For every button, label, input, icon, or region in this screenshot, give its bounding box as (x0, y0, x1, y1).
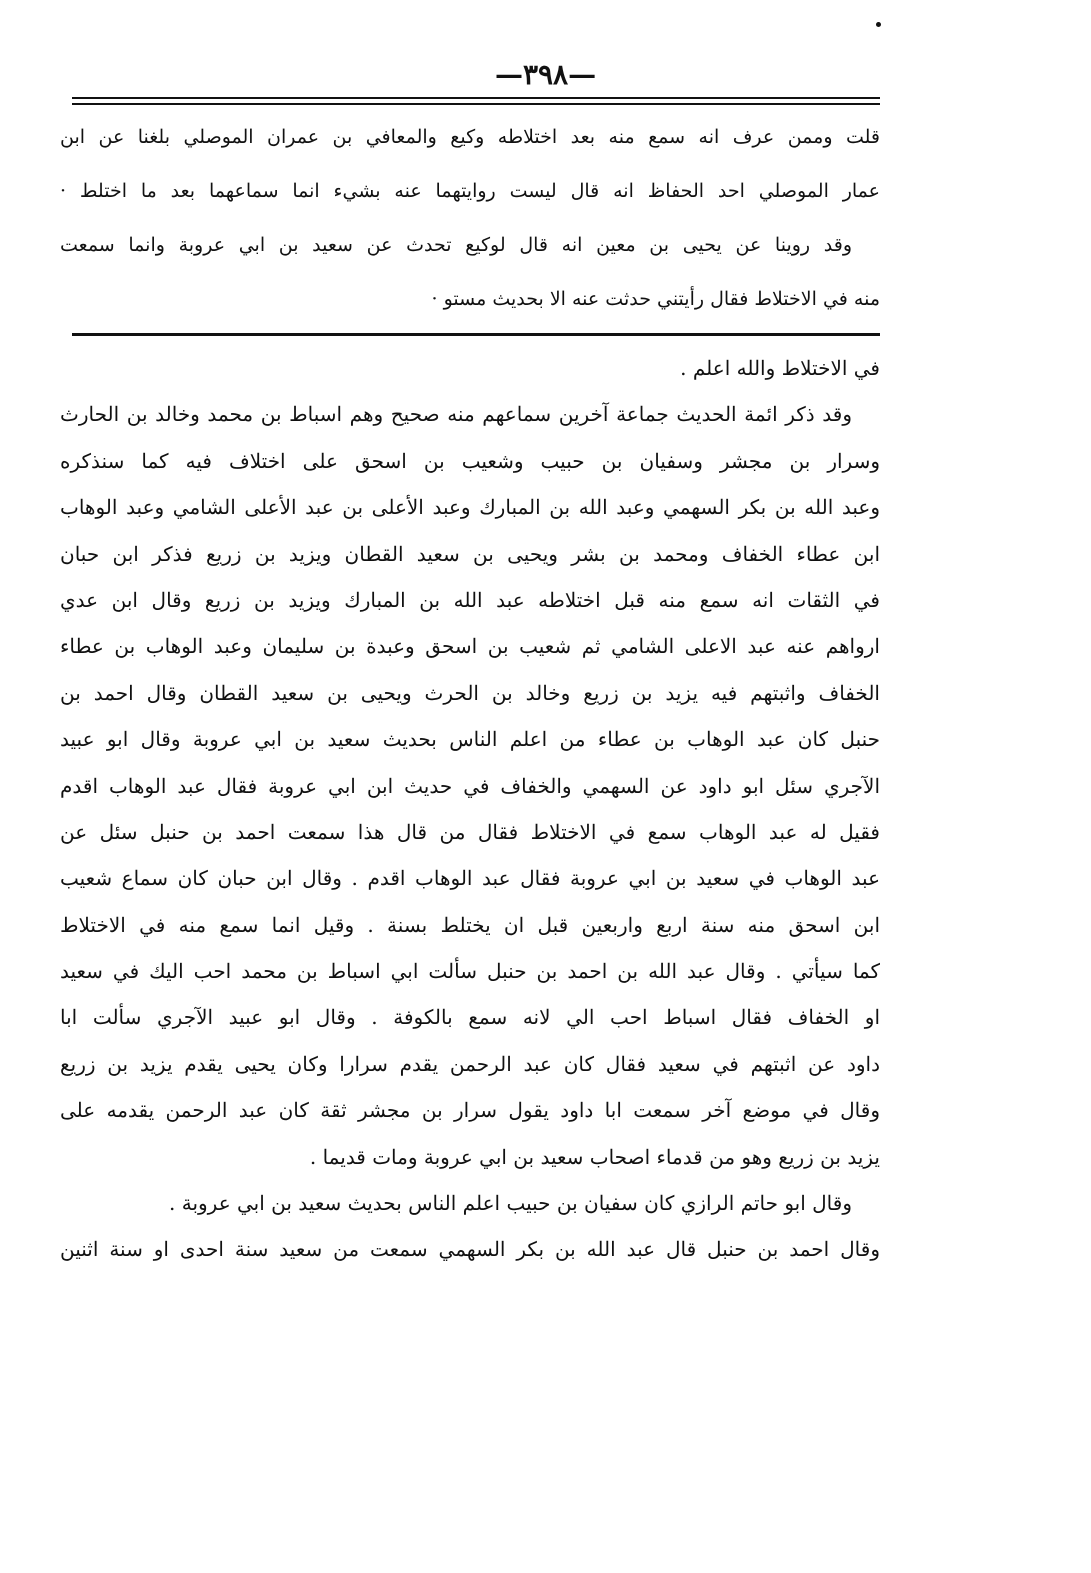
text-line: عبد الوهاب في سعيد بن ابي عروبة فقال عبد الوهاب اقدم . وقال ابن حبان كان سماع شعيب (60, 866, 880, 891)
text-line: قلت وممن عرف انه سمع منه بعد اختلاطه وكيع والمعافي بن عمران الموصلي بلغنا عن ابن (60, 126, 880, 148)
text-line: فقيل له عبد الوهاب سمع في الاختلاط فقال من قال هذا سمعت احمد بن حنبل سئل عن (60, 819, 880, 844)
text-line: وقد روينا عن يحيى بن معين انه قال لوكيع تحدث عن سعيد بن ابي عروبة وانما سمعت (60, 234, 852, 256)
text-line: وعبد الله بن بكر السهمي وعبد الله بن المبارك وعبد الأعلى بن عبد الأعلى الشامي وعبد الوهاب (60, 495, 880, 520)
text-line: يزيد بن زريع وهو من قدماء اصحاب سعيد بن ابي عروبة ومات قديما . (309, 1144, 880, 1169)
text-line: منه في الاختلاط فقال رأيتني حدثت عنه الا بحديث مستو · (431, 288, 880, 310)
text-line: وقد ذكر ائمة الحديث جماعة آخرين سماعهم منه صحيح وهم اسباط بن محمد وخالد بن الحارث (60, 402, 852, 427)
page-speck (876, 22, 881, 27)
text-line: وقال ابو حاتم الرازي كان سفيان بن حبيب اعلم الناس بحديث سعيد بن ابي عروبة . (169, 1191, 852, 1216)
text-line: او الخفاف فقال اسباط احب الي لانه سمع بالكوفة . وقال ابو عبيد الآجري سألت ابا (60, 1005, 880, 1030)
text-line: ابن اسحق منه سنة اربع واربعين قبل ان يختلط بسنة . وقيل انما سمع منه في الاختلاط (60, 912, 880, 937)
text-line: داود عن اثبتهم في سعيد فقال كان عبد الرحمن يقدم سرارا وكان يحيى يقدم يزيد بن زريع (60, 1051, 880, 1076)
header-double-rule-top (72, 97, 880, 99)
text-line: كما سيأتي . وقال عبد الله بن احمد بن حنبل سألت ابي اسباط بن محمد احب اليك في سعيد (60, 959, 880, 984)
text-line: الآجري سئل ابو داود عن السهمي والخفاف في حديث ابن ابي عروبة فقال عبد الوهاب اقدم (60, 773, 880, 798)
header-double-rule-bottom (72, 103, 880, 105)
text-line: حنبل كان عبد الوهاب بن عطاء من اعلم الناس بحديث سعيد بن ابي عروبة وقال ابو عبيد (60, 727, 880, 752)
main-text-block (60, 345, 880, 1273)
text-line: الخفاف واثبتهم فيه يزيد بن زريع وخالد بن الحرث ويحيى بن سعيد القطان وقال احمد بن (60, 680, 880, 705)
text-line: عمار الموصلي احد الحفاظ انه قال ليست روايتهما عنه بشيء انما سماعهما بعد ما اختلط · (60, 180, 880, 202)
text-line: في الاختلاط والله اعلم . (680, 356, 880, 380)
text-line: ابن عطاء الخفاف ومحمد بن بشر ويحيى بن سعيد القطان ويزيد بن زريع فذكر ابن حبان (60, 541, 880, 566)
text-line: في الثقات انه سمع منه قبل اختلاطه عبد الله بن المبارك ويزيد بن زريع وقال ابن عدي (60, 587, 880, 612)
page-number: —٣٩٨— (494, 58, 597, 91)
text-line: ارواهم عنه عبد الاعلى الشامي ثم شعيب بن اسحق وعبدة بن سليمان وعبد الوهاب بن عطاء (60, 634, 880, 659)
text-line: وقال في موضع آخر سمعت ابا داود يقول سرار بن مجشر ثقة كان عبد الرحمن يقدمه على (60, 1098, 880, 1123)
text-line: وقال احمد بن حنبل قال عبد الله بن بكر السهمي سمعت من سعيد سنة احدى او سنة اثنين (60, 1237, 880, 1262)
text-line: وسرار بن مجشر وسفيان بن حبيب وشعيب بن اسحق على اختلاف فيه كما سنذكره (60, 448, 880, 473)
section-divider-rule (72, 333, 880, 336)
upper-text-block (60, 110, 880, 326)
